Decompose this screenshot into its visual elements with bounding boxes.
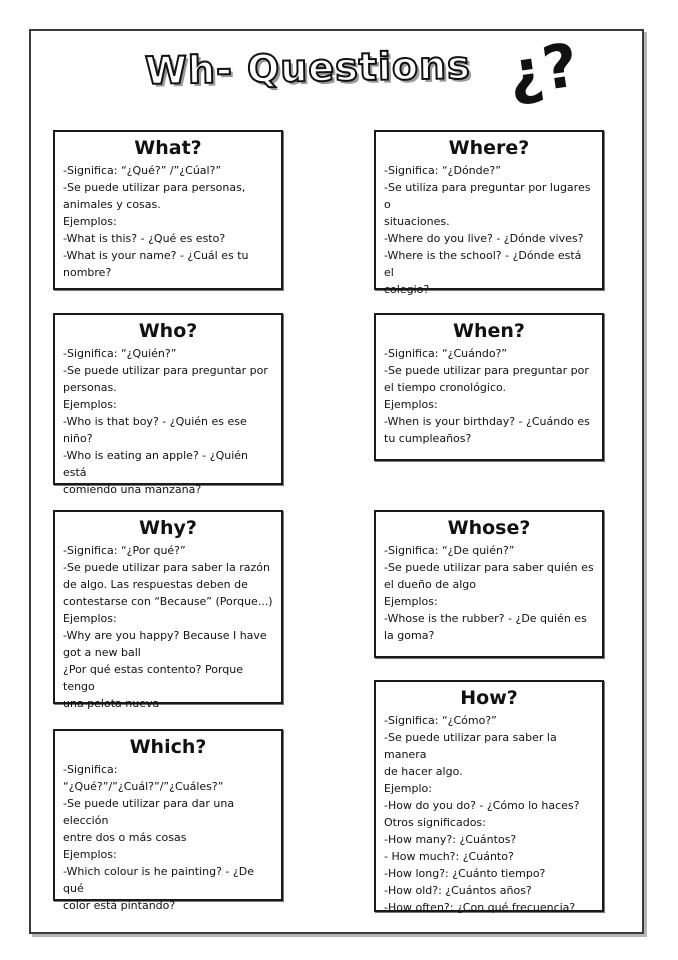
box-line: -Significa: “¿De quién?”	[384, 544, 515, 557]
box-line: -How long?: ¿Cuánto tiempo?	[384, 867, 546, 880]
box-where	[374, 130, 604, 296]
box-line: -How old?: ¿Cuántos años?	[384, 884, 532, 897]
box-line: -Significa: “¿Por qué?”	[63, 544, 186, 557]
box-line: Ejemplos:	[63, 215, 117, 228]
box-line: Ejemplos:	[384, 398, 438, 411]
box-line: Ejemplos:	[384, 595, 438, 608]
box-line: nombre?	[63, 266, 112, 279]
box-heading: When?	[453, 320, 525, 342]
box-line: Ejemplo:	[384, 782, 432, 795]
box-line: -Whose is the rubber? - ¿De quién es	[384, 612, 587, 625]
box-body	[384, 162, 594, 298]
box-line: la goma?	[384, 629, 435, 642]
box-body	[63, 162, 273, 281]
box-heading: How?	[460, 687, 518, 709]
box-line: -How do you do? - ¿Cómo lo haces?	[384, 799, 580, 812]
box-line: situaciones.	[384, 215, 450, 228]
box-line: -Se puede utilizar para saber la manera	[384, 731, 557, 761]
box-heading: What?	[134, 137, 202, 159]
box-line: -What is your name? - ¿Cuál es tu	[63, 249, 249, 262]
box-which	[53, 729, 283, 912]
box-line: - How much?: ¿Cuánto?	[384, 850, 514, 863]
box-line: -Se puede utilizar para dar una elección	[63, 797, 235, 827]
box-why	[53, 510, 283, 710]
box-body	[384, 345, 594, 447]
box-line: -What is this? - ¿Qué es esto?	[63, 232, 226, 245]
box-line: -Where do you live? - ¿Dónde vives?	[384, 232, 584, 245]
box-whose	[374, 510, 604, 658]
box-line: colegio?	[384, 283, 430, 296]
box-line: niño?	[63, 432, 93, 445]
box-line: -Which colour is he painting? - ¿De qué	[63, 865, 254, 895]
box-line: Ejemplos:	[63, 848, 117, 861]
box-line: -Se utiliza para preguntar por lugares o	[384, 181, 591, 211]
box-line: comiendo una manzana?	[63, 483, 202, 496]
box-body	[63, 345, 273, 498]
box-heading: Why?	[139, 517, 197, 539]
box-line: -Who is eating an apple? - ¿Quién está	[63, 449, 249, 479]
box-line: -Significa: “¿Cómo?”	[384, 714, 497, 727]
box-body	[63, 761, 273, 914]
box-when	[374, 313, 604, 461]
box-line: -Significa: “¿Quién?”	[63, 347, 177, 360]
box-line: -How often?: ¿Con qué frecuencia?	[384, 901, 576, 914]
box-line: tu cumpleaños?	[384, 432, 472, 445]
box-who	[53, 313, 283, 496]
box-line: de algo. Las respuestas deben de	[63, 578, 248, 591]
box-line: animales y cosas.	[63, 198, 161, 211]
box-heading: Which?	[129, 736, 207, 758]
box-line: -Se puede utilizar para personas,	[63, 181, 246, 194]
box-line: -When is your birthday? - ¿Cuándo es	[384, 415, 590, 428]
box-line: Ejemplos:	[63, 398, 117, 411]
box-how	[374, 680, 604, 912]
box-line: -Significa: “¿Cuándo?”	[384, 347, 508, 360]
box-line: personas.	[63, 381, 117, 394]
box-heading: Who?	[138, 320, 198, 342]
box-line: got a new ball	[63, 646, 141, 659]
box-heading: Whose?	[447, 517, 531, 539]
box-line: -Significa: “¿Qué?”/”¿Cuál?”/”¿Cuáles?”	[63, 763, 224, 793]
box-line: ¿Por qué estas contento? Porque tengo	[63, 663, 244, 693]
box-line: -Se puede utilizar para saber la razón	[63, 561, 270, 574]
box-line: -Se puede utilizar para preguntar por	[384, 364, 589, 377]
box-line: -Se puede utilizar para preguntar por	[63, 364, 268, 377]
box-heading: Where?	[448, 137, 530, 159]
box-line: -Why are you happy? Because I have	[63, 629, 267, 642]
box-body	[63, 542, 273, 712]
box-line: el dueño de algo	[384, 578, 476, 591]
box-line: -Where is the school? - ¿Dónde está el	[384, 249, 582, 279]
box-line: contestarse con “Because” (Porque...)	[63, 595, 273, 608]
box-line: de hacer algo.	[384, 765, 463, 778]
box-line: color está pintando?	[63, 899, 176, 912]
box-line: entre dos o más cosas	[63, 831, 187, 844]
box-body	[384, 712, 594, 916]
page-title: Wh- Questions	[144, 43, 472, 93]
question-marks-graphic: ¿?	[503, 30, 583, 110]
box-line: -Who is that boy? - ¿Quién es ese	[63, 415, 247, 428]
box-line: -How many?: ¿Cuántos?	[384, 833, 517, 846]
box-body	[384, 542, 594, 644]
box-line: una pelota nueva	[63, 697, 160, 710]
box-what	[53, 130, 283, 290]
box-line: -Se puede utilizar para saber quién es	[384, 561, 594, 574]
box-line: Ejemplos:	[63, 612, 117, 625]
box-line: -Significa: “¿Qué?” /”¿Cúal?”	[63, 164, 222, 177]
box-line: el tiempo cronológico.	[384, 381, 507, 394]
box-line: -Significa: “¿Dónde?”	[384, 164, 501, 177]
box-line: Otros significados:	[384, 816, 486, 829]
